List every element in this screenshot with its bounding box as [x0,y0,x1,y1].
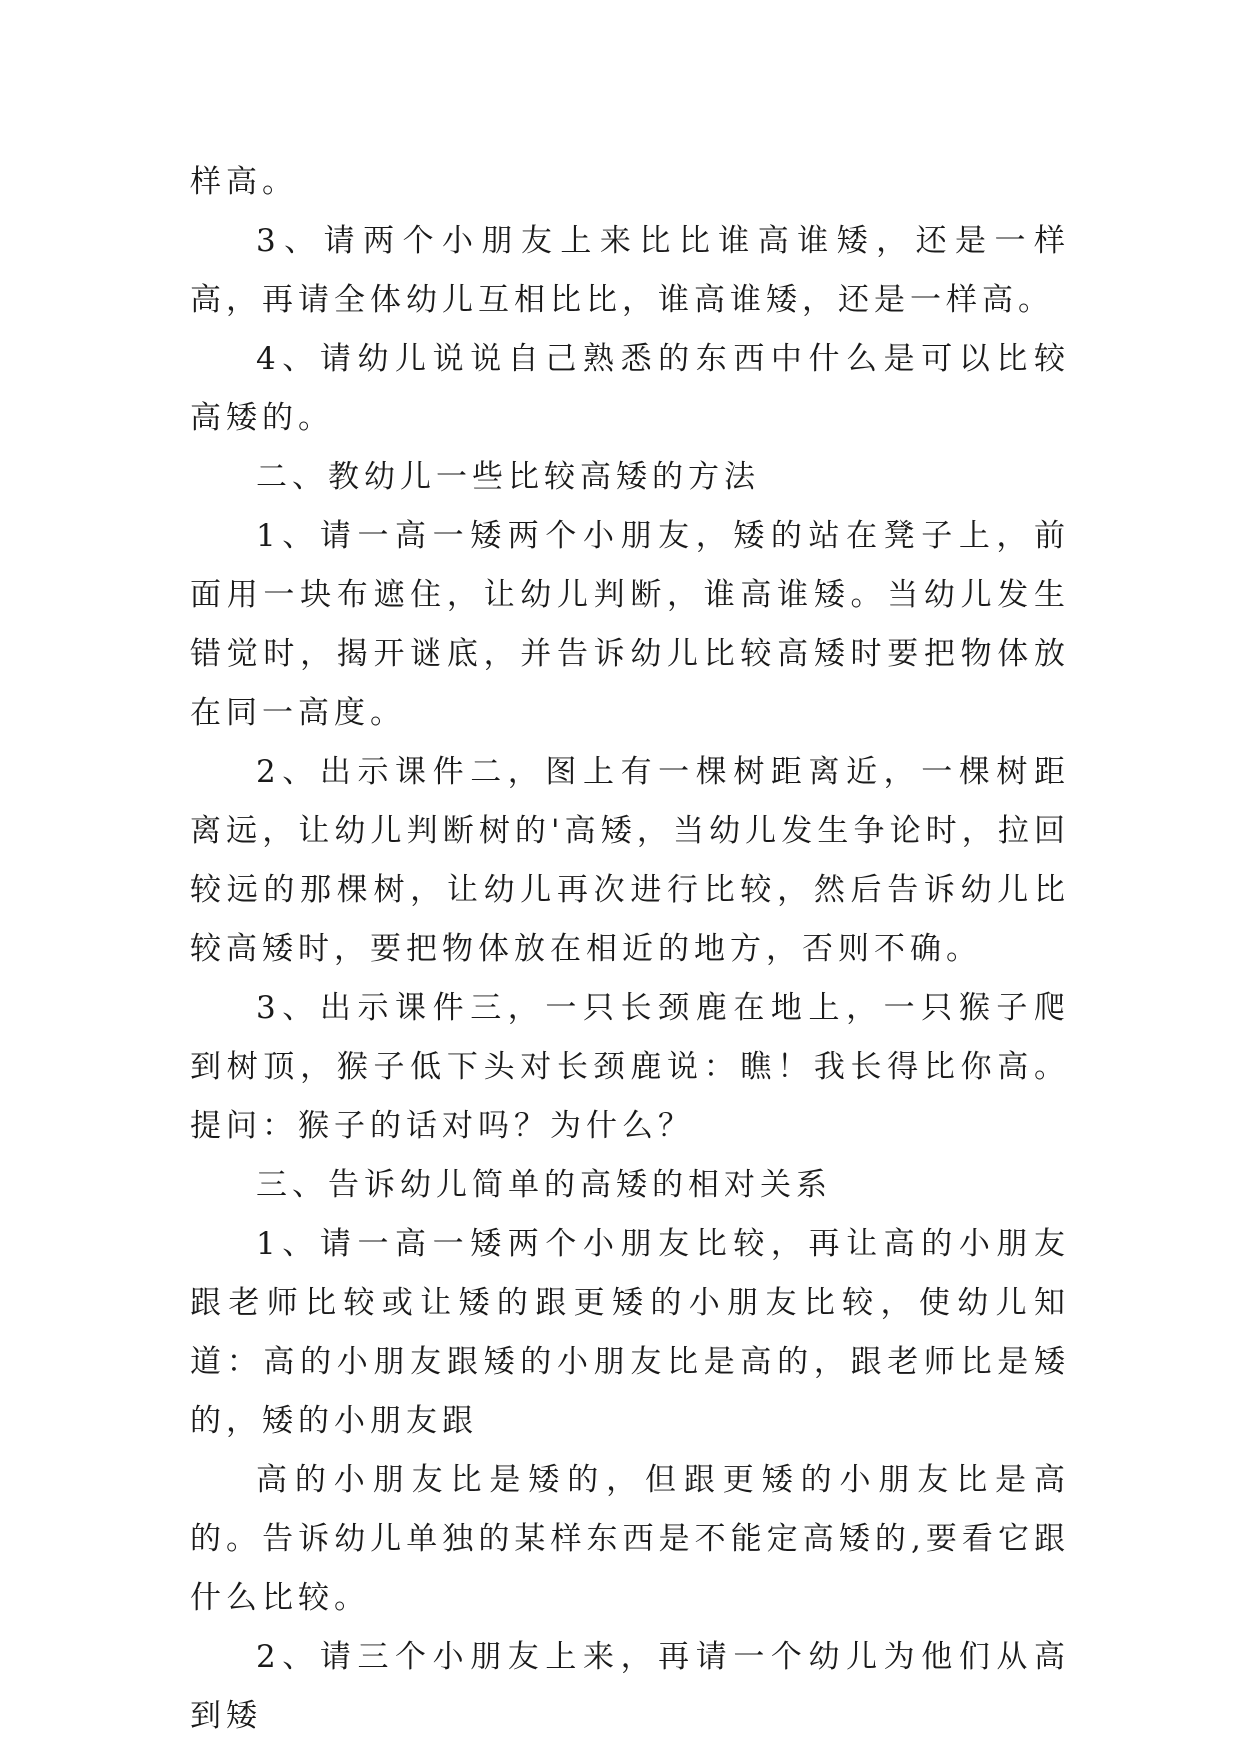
paragraph: 3、出示课件三，一只长颈鹿在地上，一只猴子爬到树顶，猴子低下头对长颈鹿说：瞧！我长得比你高。提问：猴子的话对吗？为什么？ [190,990,1070,1144]
paragraph: 高的小朋友比是矮的，但跟更矮的小朋友比是高的。告诉幼儿单独的某样东西是不能定高矮的,要看它跟什么比较。 [190,1462,1070,1616]
paragraph: 2、请三个小朋友上来，再请一个幼儿为他们从高到矮 [190,1639,1070,1734]
paragraph: 3、请两个小朋友上来比比谁高谁矮，还是一样高，再请全体幼儿互相比比，谁高谁矮，还是一样高。 [190,223,1070,318]
paragraph: 1、请一高一矮两个小朋友比较，再让高的小朋友跟老师比较或让矮的跟更矮的小朋友比较，使幼儿知道：高的小朋友跟矮的小朋友比是高的，跟老师比是矮的，矮的小朋友跟 [190,1226,1070,1439]
section-heading: 二、教幼儿一些比较高矮的方法 [256,459,760,495]
paragraph: 2、出示课件二，图上有一棵树距离近，一棵树距离远，让幼儿判断树的'高矮，当幼儿发生争论时，拉回较远的那棵树，让幼儿再次进行比较，然后告诉幼儿比较高矮时，要把物体放在相近的地方，否则不确。 [190,754,1070,967]
document-body [190,153,1070,1746]
paragraph: 4、请幼儿说说自己熟悉的东西中什么是可以比较高矮的。 [190,341,1070,436]
paragraph: 样高。 [190,164,298,200]
section-heading: 三、告诉幼儿简单的高矮的相对关系 [256,1167,832,1203]
paragraph: 1、请一高一矮两个小朋友，矮的站在凳子上，前面用一块布遮住，让幼儿判断，谁高谁矮。当幼儿发生错觉时，揭开谜底，并告诉幼儿比较高矮时要把物体放在同一高度。 [190,518,1070,731]
